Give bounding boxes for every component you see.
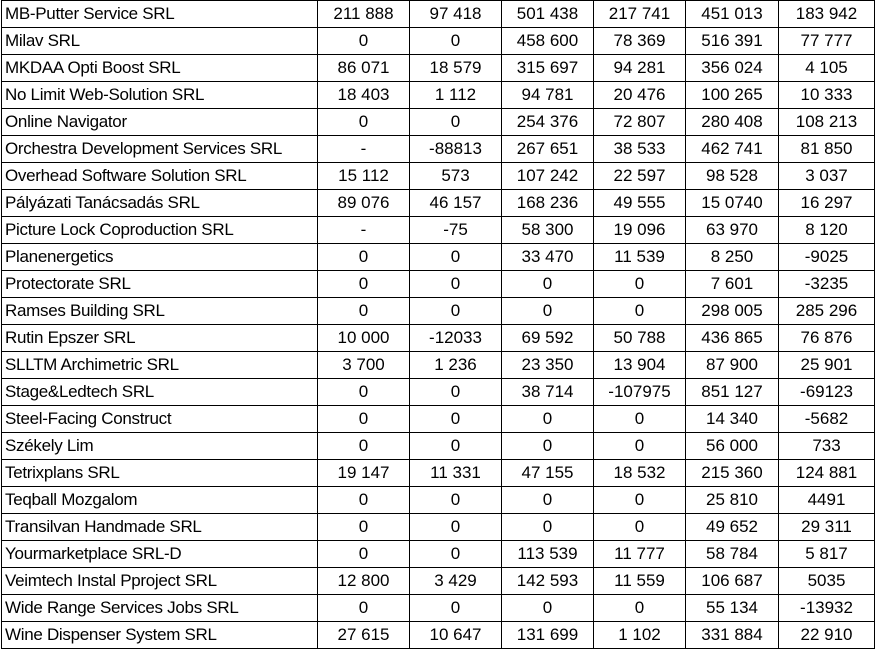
value-cell: 0	[594, 514, 686, 541]
company-name-cell: Teqball Mozgalom	[2, 487, 318, 514]
table-body	[2, 1, 875, 649]
value-cell: 77 777	[779, 28, 875, 55]
value-cell: 331 884	[686, 622, 779, 649]
value-cell: 254 376	[502, 109, 594, 136]
value-cell: 20 476	[594, 82, 686, 109]
company-name-cell: Overhead Software Solution SRL	[2, 163, 318, 190]
value-cell: 1 102	[594, 622, 686, 649]
value-cell: 4491	[779, 487, 875, 514]
value-cell: 5 817	[779, 541, 875, 568]
value-cell: 0	[318, 379, 410, 406]
value-cell: -107975	[594, 379, 686, 406]
value-cell: 10 000	[318, 325, 410, 352]
value-cell: 11 331	[410, 460, 502, 487]
value-cell: 25 810	[686, 487, 779, 514]
company-name-cell: Yourmarketplace SRL-D	[2, 541, 318, 568]
value-cell: -69123	[779, 379, 875, 406]
table-row	[2, 622, 875, 649]
value-cell: 14 340	[686, 406, 779, 433]
value-cell: 0	[594, 298, 686, 325]
value-cell: 22 910	[779, 622, 875, 649]
value-cell: 458 600	[502, 28, 594, 55]
value-cell: 573	[410, 163, 502, 190]
value-cell: 0	[318, 541, 410, 568]
value-cell: 13 904	[594, 352, 686, 379]
value-cell: -88813	[410, 136, 502, 163]
value-cell: 1 236	[410, 352, 502, 379]
table-row	[2, 55, 875, 82]
value-cell: 0	[410, 595, 502, 622]
value-cell: 0	[410, 379, 502, 406]
value-cell: 50 788	[594, 325, 686, 352]
value-cell: 5035	[779, 568, 875, 595]
company-name-cell: Picture Lock Coproduction SRL	[2, 217, 318, 244]
value-cell: 23 350	[502, 352, 594, 379]
value-cell: 516 391	[686, 28, 779, 55]
value-cell: 49 555	[594, 190, 686, 217]
value-cell: 0	[410, 514, 502, 541]
value-cell: 33 470	[502, 244, 594, 271]
value-cell: 0	[594, 271, 686, 298]
value-cell: 451 013	[686, 1, 779, 28]
company-name-cell: Orchestra Development Services SRL	[2, 136, 318, 163]
table-row	[2, 1, 875, 28]
value-cell: 3 700	[318, 352, 410, 379]
value-cell: 0	[318, 244, 410, 271]
value-cell: 15 112	[318, 163, 410, 190]
value-cell: 0	[410, 109, 502, 136]
table-row	[2, 541, 875, 568]
value-cell: -12033	[410, 325, 502, 352]
value-cell: 215 360	[686, 460, 779, 487]
value-cell: 12 800	[318, 568, 410, 595]
table-row	[2, 217, 875, 244]
company-name-cell: Online Navigator	[2, 109, 318, 136]
value-cell: 0	[502, 433, 594, 460]
value-cell: 0	[318, 406, 410, 433]
value-cell: 0	[594, 433, 686, 460]
value-cell: 0	[502, 487, 594, 514]
value-cell: 106 687	[686, 568, 779, 595]
table-row	[2, 487, 875, 514]
value-cell: 58 300	[502, 217, 594, 244]
value-cell: 0	[318, 595, 410, 622]
value-cell: 19 096	[594, 217, 686, 244]
value-cell: 142 593	[502, 568, 594, 595]
value-cell: -5682	[779, 406, 875, 433]
value-cell: 22 597	[594, 163, 686, 190]
value-cell: 15 0740	[686, 190, 779, 217]
value-cell: 11 559	[594, 568, 686, 595]
value-cell: 46 157	[410, 190, 502, 217]
value-cell: 0	[318, 433, 410, 460]
value-cell: 0	[318, 514, 410, 541]
table-row	[2, 190, 875, 217]
table-row	[2, 136, 875, 163]
company-name-cell: SLLTM Archimetric SRL	[2, 352, 318, 379]
table-row	[2, 298, 875, 325]
value-cell: 0	[318, 28, 410, 55]
value-cell: 462 741	[686, 136, 779, 163]
table-row	[2, 244, 875, 271]
value-cell: 25 901	[779, 352, 875, 379]
value-cell: 298 005	[686, 298, 779, 325]
company-name-cell: MB-Putter Service SRL	[2, 1, 318, 28]
table-row	[2, 406, 875, 433]
value-cell: 8 250	[686, 244, 779, 271]
value-cell: 0	[410, 433, 502, 460]
value-cell: 0	[594, 487, 686, 514]
company-name-cell: No Limit Web-Solution SRL	[2, 82, 318, 109]
value-cell: 733	[779, 433, 875, 460]
value-cell: 0	[410, 271, 502, 298]
company-name-cell: Ramses Building SRL	[2, 298, 318, 325]
value-cell: 0	[502, 514, 594, 541]
value-cell: -75	[410, 217, 502, 244]
table-row	[2, 163, 875, 190]
table-row	[2, 352, 875, 379]
value-cell: 0	[594, 595, 686, 622]
value-cell: 47 155	[502, 460, 594, 487]
value-cell: -9025	[779, 244, 875, 271]
value-cell: 501 438	[502, 1, 594, 28]
value-cell: 0	[502, 271, 594, 298]
table-row	[2, 271, 875, 298]
value-cell: 0	[318, 487, 410, 514]
table-row	[2, 109, 875, 136]
value-cell: 0	[318, 298, 410, 325]
value-cell: 89 076	[318, 190, 410, 217]
value-cell: 0	[594, 406, 686, 433]
value-cell: 0	[410, 244, 502, 271]
value-cell: 18 532	[594, 460, 686, 487]
company-name-cell: Stage&Ledtech SRL	[2, 379, 318, 406]
company-name-cell: Milav SRL	[2, 28, 318, 55]
value-cell: 168 236	[502, 190, 594, 217]
value-cell: 38 533	[594, 136, 686, 163]
value-cell: 38 714	[502, 379, 594, 406]
value-cell: 285 296	[779, 298, 875, 325]
value-cell: 76 876	[779, 325, 875, 352]
company-name-cell: Pályázati Tanácsadás SRL	[2, 190, 318, 217]
value-cell: 0	[502, 595, 594, 622]
value-cell: 3 429	[410, 568, 502, 595]
value-cell: 18 579	[410, 55, 502, 82]
value-cell: 0	[502, 406, 594, 433]
value-cell: 63 970	[686, 217, 779, 244]
value-cell: 0	[410, 487, 502, 514]
value-cell: -13932	[779, 595, 875, 622]
company-name-cell: MKDAA Opti Boost SRL	[2, 55, 318, 82]
company-name-cell: Protectorate SRL	[2, 271, 318, 298]
value-cell: -	[318, 217, 410, 244]
value-cell: 56 000	[686, 433, 779, 460]
value-cell: -	[318, 136, 410, 163]
value-cell: 356 024	[686, 55, 779, 82]
value-cell: 97 418	[410, 1, 502, 28]
value-cell: 0	[318, 109, 410, 136]
value-cell: 0	[318, 271, 410, 298]
value-cell: 98 528	[686, 163, 779, 190]
table-row	[2, 28, 875, 55]
value-cell: 11 539	[594, 244, 686, 271]
value-cell: 211 888	[318, 1, 410, 28]
value-cell: 8 120	[779, 217, 875, 244]
value-cell: 27 615	[318, 622, 410, 649]
value-cell: 217 741	[594, 1, 686, 28]
value-cell: 107 242	[502, 163, 594, 190]
value-cell: 55 134	[686, 595, 779, 622]
value-cell: 100 265	[686, 82, 779, 109]
value-cell: 10 647	[410, 622, 502, 649]
table-row	[2, 568, 875, 595]
value-cell: 436 865	[686, 325, 779, 352]
value-cell: 18 403	[318, 82, 410, 109]
value-cell: 78 369	[594, 28, 686, 55]
value-cell: 315 697	[502, 55, 594, 82]
value-cell: 4 105	[779, 55, 875, 82]
company-name-cell: Planenergetics	[2, 244, 318, 271]
company-name-cell: Rutin Epszer SRL	[2, 325, 318, 352]
table-row	[2, 433, 875, 460]
value-cell: 1 112	[410, 82, 502, 109]
value-cell: 19 147	[318, 460, 410, 487]
value-cell: 94 281	[594, 55, 686, 82]
value-cell: 0	[410, 541, 502, 568]
value-cell: 7 601	[686, 271, 779, 298]
value-cell: 86 071	[318, 55, 410, 82]
value-cell: 10 333	[779, 82, 875, 109]
value-cell: 0	[410, 406, 502, 433]
table-row	[2, 514, 875, 541]
value-cell: -3235	[779, 271, 875, 298]
value-cell: 87 900	[686, 352, 779, 379]
company-name-cell: Steel-Facing Construct	[2, 406, 318, 433]
value-cell: 81 850	[779, 136, 875, 163]
value-cell: 58 784	[686, 541, 779, 568]
value-cell: 69 592	[502, 325, 594, 352]
value-cell: 94 781	[502, 82, 594, 109]
value-cell: 851 127	[686, 379, 779, 406]
value-cell: 72 807	[594, 109, 686, 136]
value-cell: 49 652	[686, 514, 779, 541]
company-financials-table	[1, 0, 875, 649]
value-cell: 16 297	[779, 190, 875, 217]
table-row	[2, 595, 875, 622]
table-row	[2, 325, 875, 352]
company-name-cell: Veimtech Instal Pproject SRL	[2, 568, 318, 595]
value-cell: 280 408	[686, 109, 779, 136]
value-cell: 29 311	[779, 514, 875, 541]
value-cell: 113 539	[502, 541, 594, 568]
company-name-cell: Wide Range Services Jobs SRL	[2, 595, 318, 622]
company-name-cell: Székely Lim	[2, 433, 318, 460]
table-row	[2, 379, 875, 406]
company-name-cell: Wine Dispenser System SRL	[2, 622, 318, 649]
value-cell: 0	[502, 298, 594, 325]
value-cell: 267 651	[502, 136, 594, 163]
company-name-cell: Tetrixplans SRL	[2, 460, 318, 487]
table-row	[2, 460, 875, 487]
value-cell: 124 881	[779, 460, 875, 487]
table-row	[2, 82, 875, 109]
value-cell: 0	[410, 298, 502, 325]
company-name-cell: Transilvan Handmade SRL	[2, 514, 318, 541]
value-cell: 3 037	[779, 163, 875, 190]
value-cell: 0	[410, 28, 502, 55]
value-cell: 131 699	[502, 622, 594, 649]
value-cell: 108 213	[779, 109, 875, 136]
value-cell: 183 942	[779, 1, 875, 28]
value-cell: 11 777	[594, 541, 686, 568]
